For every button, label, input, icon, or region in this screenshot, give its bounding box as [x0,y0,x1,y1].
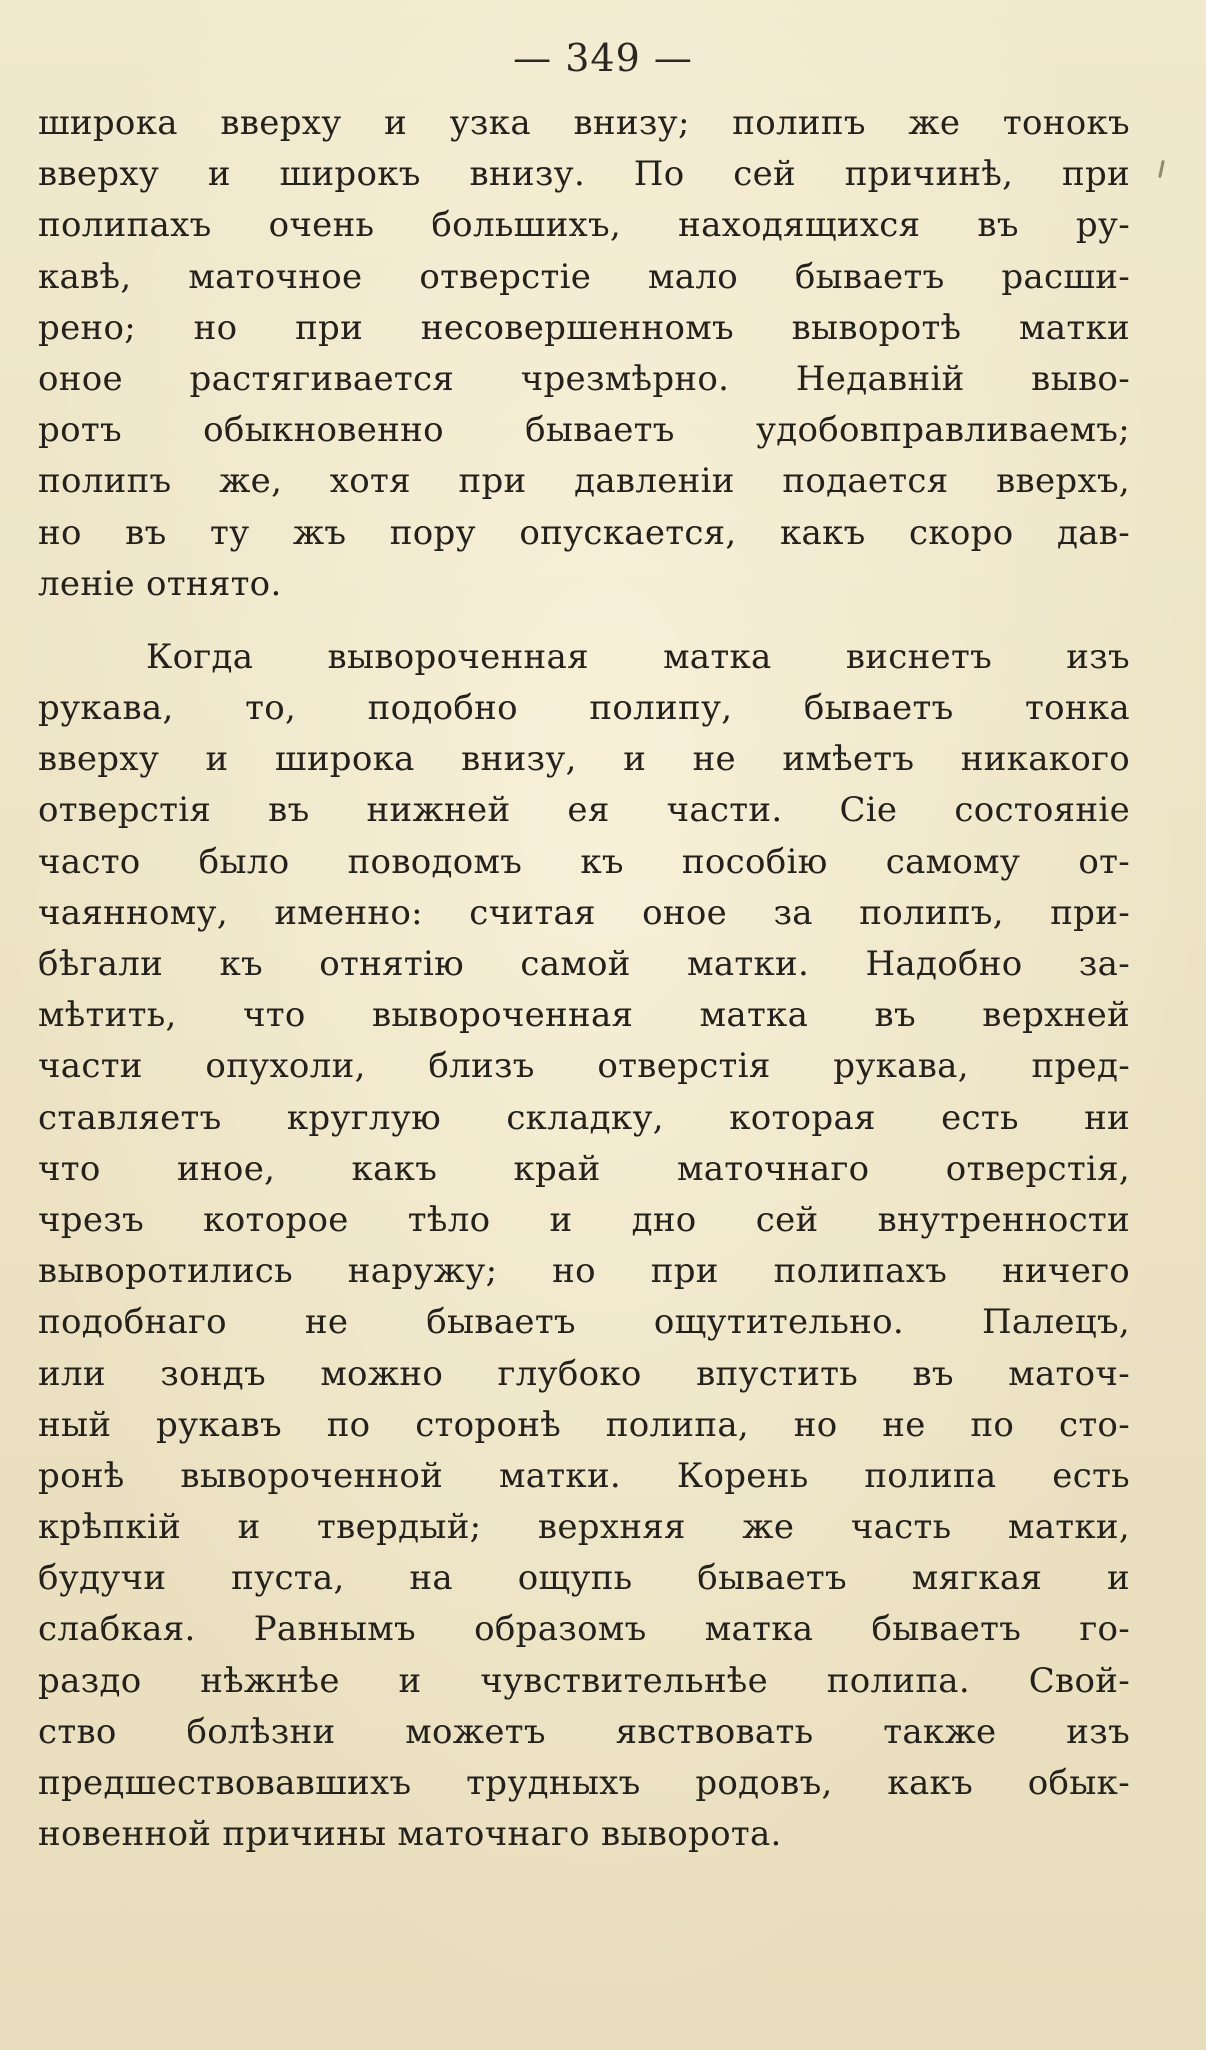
text-line: будучи пуста, на ощупь бываетъ мягкая и [38,1558,1130,1599]
text-line: новенной причины маточнаго выворота. [38,1814,782,1855]
text-line: вверху и широка внизу, и не имѣетъ никакого [38,739,1130,780]
text-line: бѣгали къ отнятію самой матки. Надобно за- [38,944,1130,984]
text-line: крѣпкій и твердый; верхняя же часть матки, [38,1507,1130,1548]
text-line: рукава, то, подобно полипу, бываетъ тонка [38,688,1130,729]
paragraph-2 [38,632,1130,1861]
text-line: что иное, какъ край маточнаго отверстія, [38,1148,1130,1189]
text-line: слабкая. Равнымъ образомъ матка бываетъ го- [38,1609,1130,1650]
text-line: вверху и широкъ внизу. По сей причинѣ, при [38,154,1130,195]
text-line: предшествовавшихъ трудныхъ родовъ, какъ обык- [38,1763,1130,1803]
text-line: раздо нѣжнѣе и чувствительнѣе полипа. Свой- [38,1660,1130,1701]
text-line: но въ ту жъ пору опускается, какъ скоро дав- [38,512,1130,553]
margin-mark [1158,160,1165,178]
text-line: ство болѣзни можетъ явствовать также изъ [38,1711,1130,1752]
text-line: леніе отнято. [38,563,282,604]
text-line: широка вверху и узка внизу; полипъ же тонокъ [38,103,1130,143]
text-line: или зондъ можно глубоко впустить въ маточ- [38,1353,1130,1394]
text-line: ный рукавъ по сторонѣ полипа, но не по сто- [38,1404,1130,1445]
paragraph-gap [38,610,1130,632]
page-number: — 349 — [513,36,693,80]
text-line: мѣтить, что вывороченная матка въ верхней [38,995,1130,1036]
text-line: оное растягивается чрезмѣрно. Недавній выво- [38,358,1130,399]
paragraph-1 [38,98,1130,610]
text-line: ронѣ вывороченной матки. Корень полипа есть [38,1455,1130,1496]
text-line: ставляетъ круглую складку, которая есть ни [38,1097,1130,1138]
text-line: выворотились наружу; но при полипахъ ничего [38,1251,1130,1292]
text-line: чрезъ которое тѣло и дно сей внутренности [38,1199,1130,1240]
text-line: полипъ же, хотя при давленіи подается вверхъ, [38,461,1130,502]
text-line: отверстія въ нижней ея части. Сіе состояніе [38,790,1130,831]
text-line: полипахъ очень большихъ, находящихся въ ру- [38,205,1130,246]
text-line: рено; но при несовершенномъ выворотѣ матки [38,307,1130,348]
text-line: чаянному, именно: считая оное за полипъ, при- [38,892,1130,933]
text-line: Когда вывороченная матка виснетъ изъ [146,636,1130,677]
text-line: ротъ обыкновенно бываетъ удобовправливаемъ; [38,410,1130,451]
body-text [38,98,1130,1860]
text-line: подобнаго не бываетъ ощутительно. Палецъ, [38,1302,1130,1343]
text-line: часто было поводомъ къ пособію самому от- [38,841,1130,882]
text-line: части опухоли, близъ отверстія рукава, пред- [38,1046,1130,1087]
text-line: кавѣ, маточное отверстіе мало бываетъ расши- [38,256,1130,297]
